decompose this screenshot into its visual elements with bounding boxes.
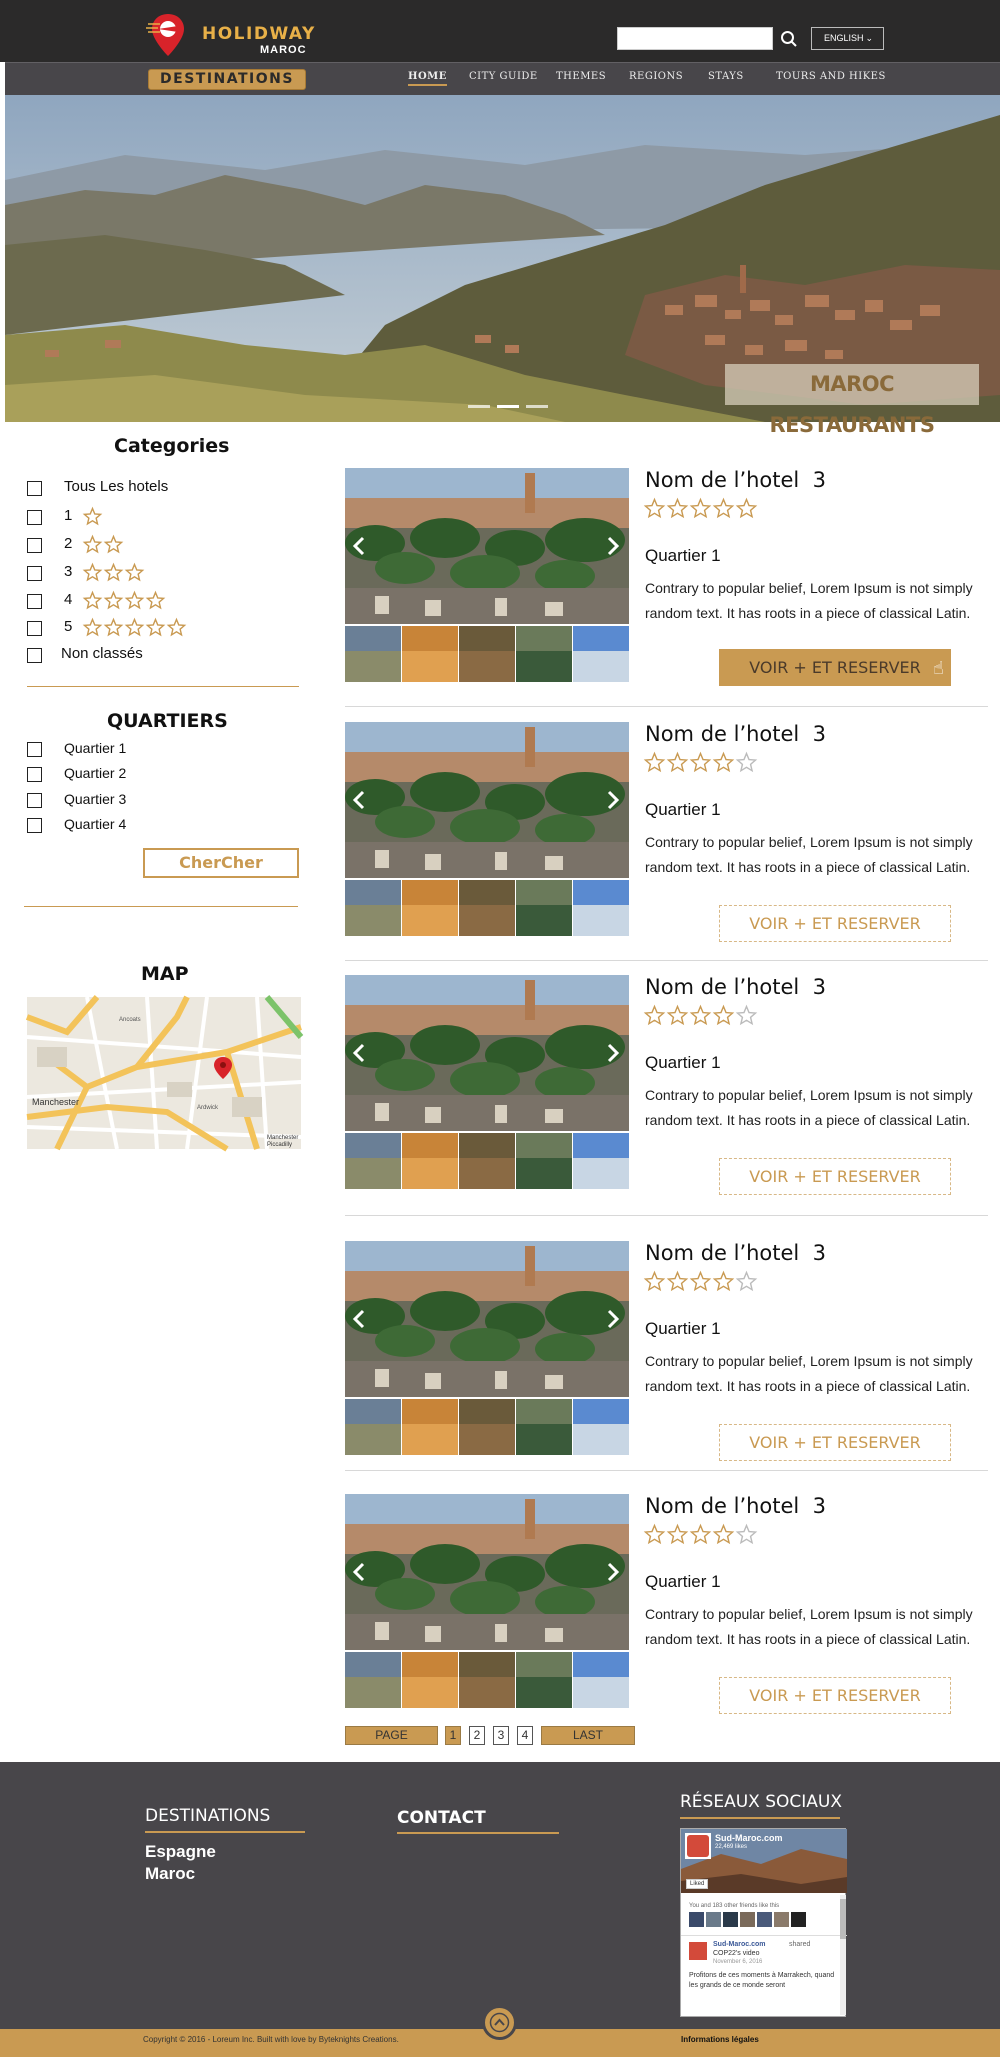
top-header <box>0 0 1000 62</box>
star-icon <box>714 1526 732 1543</box>
hotel-thumbnail[interactable] <box>345 626 401 682</box>
star-icon <box>84 620 100 635</box>
hotel-name[interactable] <box>645 975 826 999</box>
category-checkbox[interactable] <box>27 566 42 581</box>
last-page-button[interactable]: LAST <box>541 1726 635 1745</box>
hotel-quarter: Quartier 1 <box>645 1319 721 1338</box>
hotel-description: Contrary to popular belief, Lorem Ipsum is not simply random text. It has roots in a piece of classical Latin. <box>645 1353 973 1394</box>
facebook-post-text: Profitons de ces moments à Marrakech, quand les grands de ce monde seront <box>689 1972 835 1989</box>
quartier-label: Quartier 1 <box>64 740 127 756</box>
hotel-quarter: Quartier 1 <box>645 1053 721 1072</box>
nav-stays[interactable]: STAYS <box>708 71 744 82</box>
hotel-thumbnail[interactable] <box>402 880 458 936</box>
hero-caption: MAROC RESTAURANTS <box>725 364 979 405</box>
footer-link-maroc[interactable]: Maroc <box>145 1864 196 1883</box>
hotel-description: Contrary to popular belief, Lorem Ipsum is not simply random text. It has roots in a piece of classical Latin. <box>645 580 973 621</box>
divider <box>345 960 988 961</box>
star-icon <box>737 1526 755 1543</box>
hero-slider[interactable] <box>5 95 1000 437</box>
star-rating-icons <box>84 507 105 527</box>
star-icon <box>691 500 709 517</box>
search-button[interactable]: CherCher <box>143 848 299 878</box>
slider-dot-1[interactable] <box>468 405 490 408</box>
star-icon <box>737 754 755 771</box>
destinations-button[interactable]: DESTINATIONS <box>148 69 306 90</box>
star-icon <box>668 754 686 771</box>
footer-destinations-title: DESTINATIONS <box>145 1806 271 1826</box>
nav-home[interactable]: HOME <box>408 71 447 86</box>
reserve-button[interactable] <box>719 1158 951 1195</box>
hotel-rating-number: 3 <box>799 468 826 492</box>
star-icon <box>668 500 686 517</box>
hotel-rating-number: 3 <box>799 975 826 999</box>
hotel-card <box>345 468 990 713</box>
hotel-photo-slider[interactable] <box>345 1494 629 1650</box>
divider <box>345 1215 988 1216</box>
facebook-likes-count: 22,469 likes <box>715 1844 748 1850</box>
search-icon[interactable] <box>780 30 798 48</box>
language-select[interactable] <box>811 27 884 50</box>
map-label-ardwick: Ardwick <box>197 1105 219 1111</box>
star-icon <box>126 565 142 580</box>
hotel-name[interactable] <box>645 722 826 746</box>
star-icon <box>126 620 142 635</box>
quartiers-title: QUARTIERS <box>107 710 228 732</box>
star-rating-icons <box>645 498 757 520</box>
star-icon <box>105 565 121 580</box>
star-rating-icons <box>84 618 189 638</box>
divider <box>680 1817 840 1819</box>
hotel-photo-slider[interactable] <box>345 468 629 624</box>
star-icon <box>645 1273 663 1290</box>
facebook-post-avatar <box>689 1942 707 1960</box>
chevron-up-icon <box>485 2008 514 2037</box>
star-icon <box>737 500 755 517</box>
page-label-button[interactable]: PAGE <box>345 1726 438 1745</box>
hotel-thumbnail[interactable] <box>573 1133 629 1189</box>
star-icon <box>84 509 100 524</box>
category-label: 3 <box>64 563 73 580</box>
facebook-scrollbar[interactable] <box>840 1895 846 2015</box>
hotel-card <box>345 722 990 967</box>
category-label: 5 <box>64 618 73 635</box>
star-icon <box>645 1007 663 1024</box>
facebook-friends-avatars <box>689 1912 813 1928</box>
hotel-thumbnail[interactable] <box>573 1652 629 1708</box>
star-rating-icons <box>84 563 147 583</box>
footer-link-espagne[interactable]: Espagne <box>145 1842 216 1861</box>
star-icon <box>645 754 663 771</box>
hotel-name-text: Nom de l’hotel <box>645 1241 800 1265</box>
hotel-thumbnail[interactable] <box>573 880 629 936</box>
quartier-label: Quartier 3 <box>64 791 127 807</box>
hotel-thumbnail[interactable] <box>459 626 515 682</box>
category-label: Tous Les hotels <box>64 478 169 495</box>
hotel-photo-slider[interactable] <box>345 722 629 878</box>
map-label-piccadilly: Manchester Piccadilly <box>267 1135 299 1148</box>
hotel-thumbnails <box>345 1399 629 1455</box>
hotel-card <box>345 1494 990 1739</box>
map-label-ancoats: Ancoats <box>119 1017 141 1023</box>
star-rating-icons <box>84 535 126 555</box>
hotel-name[interactable] <box>645 468 826 492</box>
star-icon <box>668 1007 686 1024</box>
footer-contact-title[interactable]: CONTACT <box>397 1808 486 1828</box>
category-checkbox[interactable] <box>27 481 42 496</box>
hotel-thumbnail[interactable] <box>516 1399 572 1455</box>
divider <box>145 1831 305 1833</box>
hotel-description: Contrary to popular belief, Lorem Ipsum is not simply random text. It has roots in a piece of classical Latin. <box>645 834 973 875</box>
hotel-thumbnail[interactable] <box>516 626 572 682</box>
hotel-card <box>345 1241 990 1486</box>
facebook-friends-text: You and 183 other friends like this <box>689 1903 780 1909</box>
hotel-thumbnail[interactable] <box>402 1652 458 1708</box>
category-checkbox[interactable] <box>27 594 42 609</box>
star-icon <box>714 754 732 771</box>
hotel-thumbnail[interactable] <box>516 1133 572 1189</box>
star-icon <box>105 620 121 635</box>
page-2-button[interactable]: 2 <box>469 1726 485 1745</box>
chevron-down-icon: ⌄ <box>865 33 873 43</box>
hotel-name-text: Nom de l’hotel <box>645 1494 800 1518</box>
footer-social-title: RÉSEAUX SOCIAUX <box>680 1792 842 1812</box>
facebook-post-date: November 6, 2016 <box>713 1959 763 1965</box>
hotel-main-photo <box>345 975 629 1131</box>
facebook-post-action: shared <box>789 1941 811 1948</box>
star-icon <box>147 593 163 608</box>
divider <box>27 686 299 687</box>
star-icon <box>714 1273 732 1290</box>
map-widget[interactable] <box>27 997 301 1149</box>
hotel-name-text: Nom de l’hotel <box>645 722 800 746</box>
star-icon <box>714 500 732 517</box>
site-logo[interactable] <box>142 12 316 60</box>
nav-tours-and-hikes[interactable]: TOURS AND HIKES <box>776 71 886 82</box>
star-rating-icons <box>645 1005 757 1027</box>
star-icon <box>105 537 121 552</box>
hotel-thumbnails <box>345 1652 629 1708</box>
facebook-page-widget[interactable] <box>680 1828 846 2017</box>
divider <box>397 1832 559 1834</box>
slider-dot-3[interactable] <box>526 405 548 408</box>
hotel-main-photo <box>345 1241 629 1397</box>
reserve-button-label: VOIR + ET RESERVER <box>749 1167 921 1186</box>
hotel-rating-number: 3 <box>799 1494 826 1518</box>
star-icon <box>126 593 142 608</box>
hotel-description: Contrary to popular belief, Lorem Ipsum is not simply random text. It has roots in a piece of classical Latin. <box>645 1087 973 1128</box>
hotel-thumbnail[interactable] <box>345 1133 401 1189</box>
hotel-name[interactable] <box>645 1241 826 1265</box>
star-icon <box>691 754 709 771</box>
reserve-button[interactable] <box>719 649 951 686</box>
hotel-thumbnail[interactable] <box>402 1133 458 1189</box>
brand-subtitle: MAROC <box>260 44 307 56</box>
page-1-button[interactable]: 1 <box>445 1726 461 1745</box>
legal-info-link[interactable]: Informations légales <box>681 2035 759 2044</box>
star-icon <box>737 1007 755 1024</box>
hotel-thumbnails <box>345 880 629 936</box>
hotel-main-photo <box>345 468 629 624</box>
hotel-photo-slider[interactable] <box>345 975 629 1131</box>
facebook-like-button[interactable]: Liked <box>686 1879 708 1889</box>
star-icon <box>84 537 100 552</box>
facebook-post-title[interactable]: COP22's video <box>713 1950 760 1957</box>
hotel-thumbnail[interactable] <box>459 1399 515 1455</box>
star-icon <box>105 593 121 608</box>
hotel-name-text: Nom de l’hotel <box>645 975 800 999</box>
star-icon <box>668 1273 686 1290</box>
reserve-button-label: VOIR + ET RESERVER <box>749 914 921 933</box>
star-icon <box>84 565 100 580</box>
reserve-button[interactable] <box>719 905 951 942</box>
star-icon <box>147 620 163 635</box>
language-label: ENGLISH <box>824 33 864 43</box>
category-checkbox[interactable] <box>27 538 42 553</box>
hotel-thumbnails <box>345 626 629 682</box>
search-input[interactable] <box>617 27 773 50</box>
star-icon <box>84 593 100 608</box>
hotel-thumbnail[interactable] <box>402 626 458 682</box>
scroll-to-top-button[interactable] <box>482 2005 517 2040</box>
quartier-checkbox[interactable] <box>27 767 42 782</box>
categories-title: Categories <box>114 435 230 457</box>
star-icon <box>737 1273 755 1290</box>
quartier-checkbox[interactable] <box>27 742 42 757</box>
star-icon <box>691 1526 709 1543</box>
star-rating-icons <box>645 1524 757 1546</box>
hotel-card <box>345 975 990 1220</box>
star-rating-icons <box>84 591 168 611</box>
facebook-page-avatar[interactable] <box>685 1833 711 1859</box>
category-label: Non classés <box>61 645 143 662</box>
nav-themes[interactable]: THEMES <box>556 71 607 82</box>
hotel-thumbnail[interactable] <box>459 1133 515 1189</box>
divider <box>345 1470 988 1471</box>
hotel-thumbnails <box>345 1133 629 1189</box>
hotel-photo-slider[interactable] <box>345 1241 629 1397</box>
footer <box>0 1762 1000 2029</box>
map-label-manchester: Manchester <box>32 1097 80 1107</box>
divider <box>345 706 988 707</box>
star-icon <box>691 1273 709 1290</box>
hotel-description: Contrary to popular belief, Lorem Ipsum is not simply random text. It has roots in a piece of classical Latin. <box>645 1606 973 1647</box>
hotel-main-photo <box>345 1494 629 1650</box>
category-checkbox[interactable] <box>27 621 42 636</box>
map-title: MAP <box>141 963 189 985</box>
hotel-rating-number: 3 <box>799 1241 826 1265</box>
hotel-thumbnail[interactable] <box>345 1399 401 1455</box>
facebook-post-author[interactable]: Sud-Maroc.com <box>713 1941 766 1948</box>
divider <box>24 906 298 907</box>
hotel-thumbnail[interactable] <box>516 1652 572 1708</box>
street-map <box>27 997 301 1149</box>
reserve-button-label: VOIR + ET RESERVER <box>749 658 921 677</box>
quartier-checkbox[interactable] <box>27 793 42 808</box>
reserve-button[interactable] <box>719 1424 951 1461</box>
hotel-name-text: Nom de l’hotel <box>645 468 800 492</box>
category-label: 1 <box>64 507 73 524</box>
hotel-main-photo <box>345 722 629 878</box>
copyright-text: Copyright © 2016 - Loreum Inc. Built with love by Byteknights Creations. <box>143 2035 399 2044</box>
category-label: 2 <box>64 535 73 552</box>
reserve-button[interactable] <box>719 1677 951 1714</box>
hotel-thumbnail[interactable] <box>459 880 515 936</box>
location-pin-logo-icon <box>148 12 188 58</box>
quartier-label: Quartier 2 <box>64 765 127 781</box>
hotel-thumbnail[interactable] <box>516 880 572 936</box>
slider-dot-2[interactable] <box>497 405 519 408</box>
hotel-name[interactable] <box>645 1494 826 1518</box>
hotel-quarter: Quartier 1 <box>645 546 721 565</box>
hotel-quarter: Quartier 1 <box>645 800 721 819</box>
nav-city-guide[interactable]: CITY GUIDE <box>469 71 538 82</box>
star-icon <box>668 1526 686 1543</box>
page-4-button[interactable]: 4 <box>517 1726 533 1745</box>
pointer-hand-icon: ☝ <box>933 658 944 679</box>
hotel-rating-number: 3 <box>799 722 826 746</box>
star-icon <box>714 1007 732 1024</box>
reserve-button-label: VOIR + ET RESERVER <box>749 1686 921 1705</box>
quartier-label: Quartier 4 <box>64 816 127 832</box>
hotel-thumbnail[interactable] <box>402 1399 458 1455</box>
brand-name: HOLIDWAY <box>202 24 316 44</box>
category-checkbox[interactable] <box>27 648 42 663</box>
hotel-thumbnail[interactable] <box>345 1652 401 1708</box>
hotel-thumbnail[interactable] <box>345 880 401 936</box>
star-icon <box>645 500 663 517</box>
category-checkbox[interactable] <box>27 510 42 525</box>
hotel-thumbnail[interactable] <box>573 1399 629 1455</box>
category-label: 4 <box>64 591 73 608</box>
star-icon <box>168 620 184 635</box>
facebook-page-name[interactable]: Sud-Maroc.com <box>715 1833 783 1843</box>
quartier-checkbox[interactable] <box>27 818 42 833</box>
page-3-button[interactable]: 3 <box>493 1726 509 1745</box>
hotel-thumbnail[interactable] <box>573 626 629 682</box>
nav-regions[interactable]: REGIONS <box>629 71 684 82</box>
hotel-thumbnail[interactable] <box>459 1652 515 1708</box>
star-icon <box>645 1526 663 1543</box>
star-rating-icons <box>645 752 757 774</box>
reserve-button-label: VOIR + ET RESERVER <box>749 1433 921 1452</box>
star-rating-icons <box>645 1271 757 1293</box>
hotel-quarter: Quartier 1 <box>645 1572 721 1591</box>
main-navigation <box>5 62 1000 95</box>
star-icon <box>691 1007 709 1024</box>
